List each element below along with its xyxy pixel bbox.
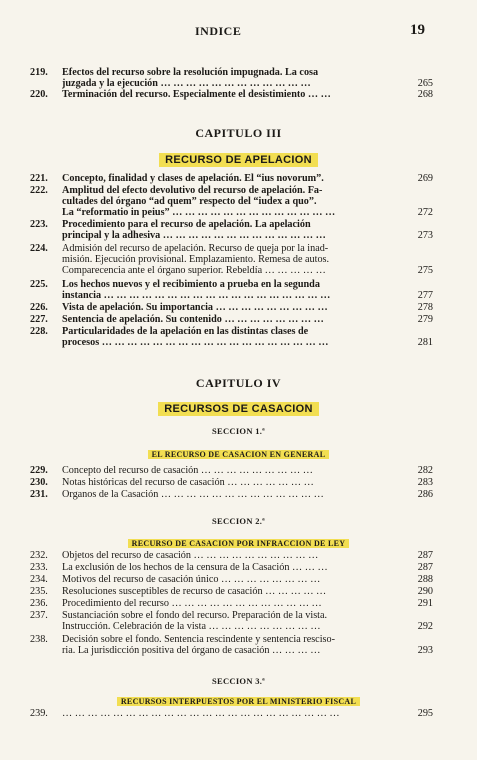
entry-number: 235. — [30, 586, 48, 597]
entry-page: 295 — [417, 708, 433, 719]
entry-number: 233. — [30, 562, 48, 573]
entry-page: 290 — [417, 586, 433, 597]
entry-number: 221. — [30, 173, 48, 184]
entry-number: 234. — [30, 574, 48, 585]
highlighted-section-title: RECURSO DE CASACION POR INFRACCION DE LEY — [128, 539, 350, 548]
entry-page: 275 — [417, 265, 433, 276]
entry-text: Objetos del recurso de casación … … … … … … … … … … — [62, 550, 319, 561]
entry-page: 293 — [417, 645, 433, 656]
chapter-heading: CAPITULO IV — [195, 376, 282, 390]
entry-text: Decisión sobre el fondo. Sentencia rescindente y sentencia resciso- ria. La jurisdicción positiva del órgano de casación … … … … — [62, 634, 335, 656]
entry-page: 279 — [417, 314, 433, 325]
entry-text: Efectos del recurso sobre la resolución impugnada. La cosa juzgada y la ejecución … … … … … … … … … … … … — [62, 67, 319, 89]
entry-text: … … … … … … … … … … … … … … … … … … … … … … — [62, 708, 340, 719]
entry-number: 222. — [30, 185, 48, 196]
entry-page: 286 — [417, 489, 433, 500]
entry-page: 281 — [417, 337, 433, 348]
running-head — [0, 24, 477, 40]
entry-text: Concepto, finalidad y clases de apelación. El “ius novorum”. — [62, 173, 324, 184]
entry-page: 291 — [417, 598, 433, 609]
entry-number: 225. — [30, 279, 48, 290]
entry-number: 227. — [30, 314, 48, 325]
entry-text: Sentencia de apelación. Su contenido … … … … … … … … — [62, 314, 324, 325]
entry-text: Motivos del recurso de casación único … … … … … … … … — [62, 574, 321, 585]
section-heading: SECCION 3.ª — [211, 676, 266, 686]
entry-page: 288 — [417, 574, 433, 585]
entry-text: Amplitud del efecto devolutivo del recurso de apelación. Fa- cultades del órgano “ad quem” respecto del “iudex a quo”. La “reformatio in peius” … … … … … … … … … … … … … — [62, 185, 336, 218]
entry-page: 265 — [417, 78, 433, 89]
entry-number: 237. — [30, 610, 48, 621]
entry-page: 269 — [417, 173, 433, 184]
entry-number: 229. — [30, 465, 48, 476]
entry-page: 273 — [417, 230, 433, 241]
page-number: 19 — [410, 22, 425, 38]
entry-number: 219. — [30, 67, 48, 78]
entry-text: Admisión del recurso de apelación. Recurso de queja por la inad- misión. Ejecución provisional. Emplazamiento. Remesa de autos. Comparecencia ante el órgano superior. Rebeldía … … … … … — [62, 243, 330, 276]
chapter-title — [0, 150, 477, 168]
section-title — [0, 444, 477, 462]
entry-text: Organos de la Casación … … … … … … … … … … … … … — [62, 489, 324, 500]
entry-number: 236. — [30, 598, 48, 609]
entry-text: Procedimiento del recurso … … … … … … … … … … … … — [62, 598, 322, 609]
highlighted-section-title: RECURSOS INTERPUESTOS POR EL MINISTERIO FISCAL — [117, 697, 360, 706]
entry-text: Vista de apelación. Su importancia … … … … … … … … … — [62, 302, 328, 313]
running-head-title: INDICE — [195, 24, 242, 38]
highlighted-title: RECURSOS DE CASACION — [158, 402, 318, 416]
entry-text: Notas históricas del recurso de casación … … … … … … … — [62, 477, 314, 488]
entry-text: Procedimiento para el recurso de apelación. La apelación principal y la adhesiva … … … … … … … … … … … … … — [62, 219, 326, 241]
entry-text: La exclusión de los hechos de la censura de la Casación … … … — [62, 562, 328, 573]
entry-number: 224. — [30, 243, 48, 254]
entry-page: 268 — [417, 89, 433, 100]
entry-page: 282 — [417, 465, 433, 476]
entry-text: Concepto del recurso de casación … … … … … … … … … — [62, 465, 313, 476]
entry-number: 238. — [30, 634, 48, 645]
entry-number: 239. — [30, 708, 48, 719]
highlighted-title: RECURSO DE APELACION — [159, 153, 318, 167]
entry-page: 287 — [417, 550, 433, 561]
entry-page: 278 — [417, 302, 433, 313]
entry-text: Sustanciación sobre el fondo del recurso. Preparación de la vista. Instrucción. Celebración de la vista … … … … … … … … … — [62, 610, 328, 632]
entry-text: Resoluciones susceptibles de recurso de casación … … … … … — [62, 586, 327, 597]
entry-number: 230. — [30, 477, 48, 488]
entry-number: 223. — [30, 219, 48, 230]
entry-number: 232. — [30, 550, 48, 561]
entry-page: 272 — [417, 207, 433, 218]
entry-page: 283 — [417, 477, 433, 488]
entry-text: Terminación del recurso. Especialmente el desistimiento … … — [62, 89, 331, 100]
chapter-heading: CAPITULO III — [195, 126, 282, 140]
chapter-title — [0, 399, 477, 417]
section-heading: SECCION 1.ª — [211, 426, 266, 436]
highlighted-section-title: EL RECURSO DE CASACION EN GENERAL — [148, 450, 330, 459]
entry-page: 287 — [417, 562, 433, 573]
entry-number: 231. — [30, 489, 48, 500]
entry-text: Los hechos nuevos y el recibimiento a prueba en la segunda instancia … … … … … … … … … … … … … … … … … … — [62, 279, 331, 301]
section-heading: SECCION 2.ª — [211, 516, 266, 526]
entry-text: Particularidades de la apelación en las distintas clases de procesos … … … … … … … … … … … … … … … … … … — [62, 326, 329, 348]
entry-number: 226. — [30, 302, 48, 313]
section-title — [0, 691, 477, 709]
entry-page: 292 — [417, 621, 433, 632]
entry-number: 228. — [30, 326, 48, 337]
section-title — [0, 533, 477, 551]
entry-page: 277 — [417, 290, 433, 301]
entry-number: 220. — [30, 89, 48, 100]
